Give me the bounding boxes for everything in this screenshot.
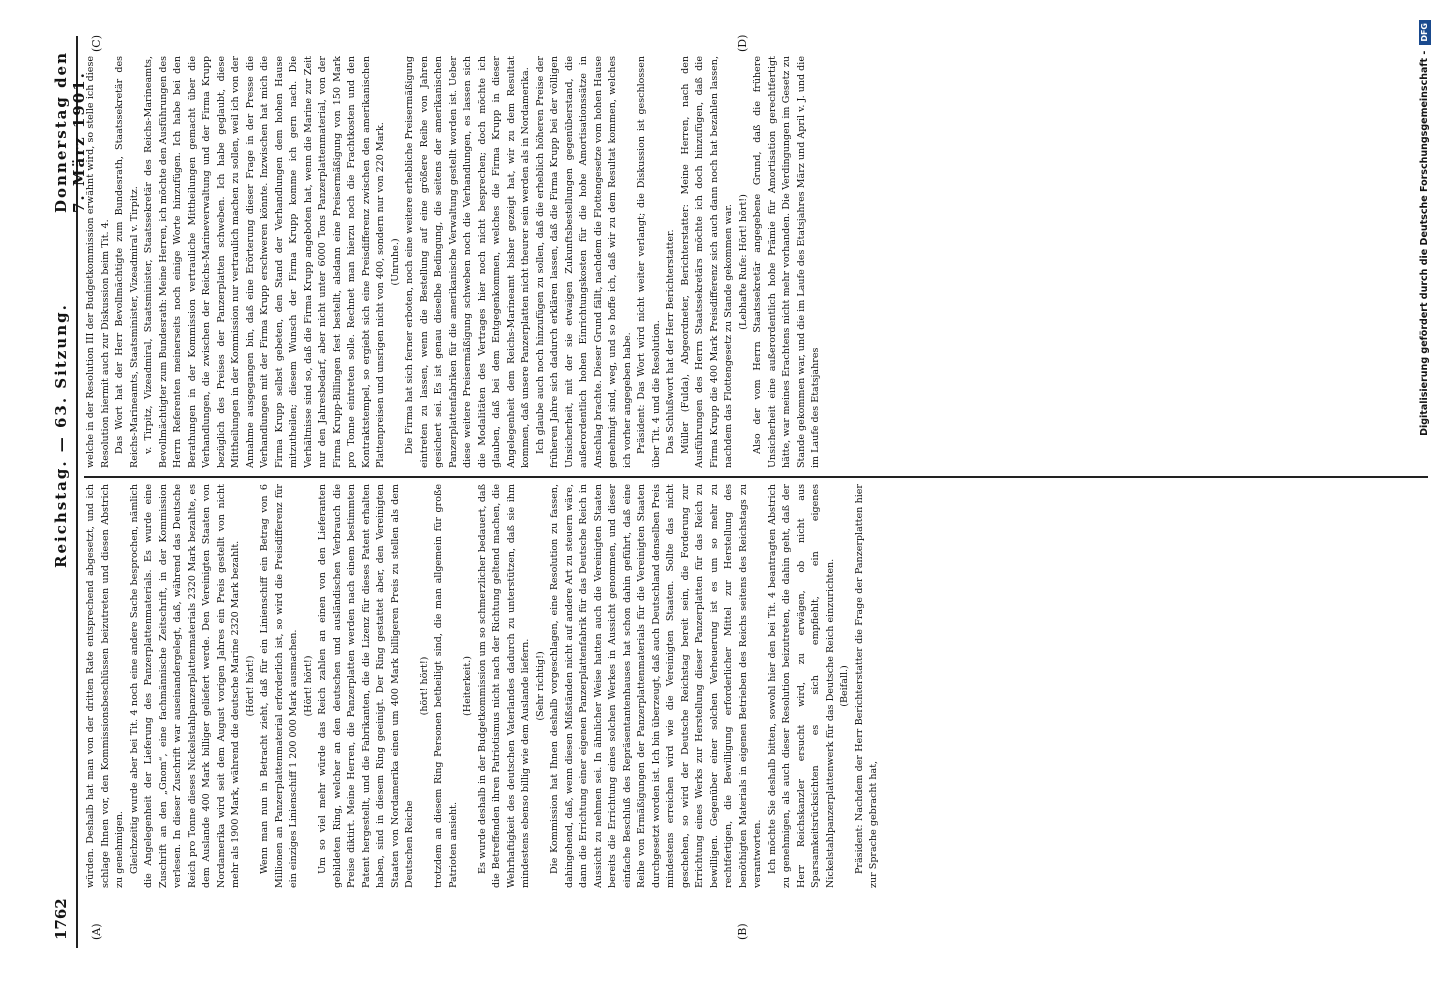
running-header <box>48 36 88 948</box>
paragraph: Um so viel mehr würde das Reich zahlen an einen von den Lieferanten gebildeten Ring, welcher an den deutschen und ausländischen Verbrauch die Preise diktirt. Meine Herren, die Panzerplatten werden nach einem bestimmten Patent hergestellt, und die Fabrikanten, die die Lizenz für dieses Patent erhalten haben, sind in diesem Ring geeinigt. Der Ring gestattet aber, den Vereinigten Staaten von Nordamerika einen um 400 Mark billigeren Preis zu stellen als dem Deutschen Reiche <box>317 484 415 888</box>
interjection: (Beifall.) <box>839 665 850 707</box>
paragraph: Die Kommission hat Ihnen deshalb vorgeschlagen, eine Resolution zu fassen, dahingehend, daß, wenn diesen Mißständen nicht auf andere Art zu steuern wäre, dann die Errichtung einer eigenen Panzerplattenfabrik für das Deutsche Reich in Aussicht zu nehmen sei. In ähnlicher Weise hatten auch die Vereinigten Staaten bereits die Errichtung eines solchen Werkes in Aussicht genommen, und dieser einfache Beschluß des Repräsentantenhauses hat schon dahin geführt, daß eine Reihe von Ermäßigungen der Panzerplattenmaterials für die Vereinigten Staaten durchgesetzt worden ist. Ich bin überzeugt, daß auch Deutschland denselben Preis mindestens erreichen wird wie die Vereinigten Staaten. Sollte das nicht geschehen, so wird der Deutsche Reichstag bereit sein, die Forderung zur Errichtung eines Werks zur Herstellung dieser Panzerplatten für das Reich zu bewilligen. Gegenüber einer solchen Verheuerung ist es um so mehr zu rechtfertigen, die Bewilligung erforderlicher Mittel zur Herstellung des benöthigten Materials in eigenen Betrieben des Reichs seitens des Reichstags zu verantworten. <box>549 484 763 888</box>
right-text-column <box>84 56 1428 468</box>
paragraph: Es wurde deshalb in der Budgetkommission um so schmerzlicher bedauert, daß die Betreffenden ihren Patriotismus nicht nach der Richtung geltend machen, die Wehrhaftigkeit des deutschen Vaterlandes dadurch zu unterstützen, daß sie ihm mindestens ebenso billig wie dem Auslande liefern. <box>476 484 531 888</box>
paragraph: Müller (Fulda), Abgeordneter, Berichterstatter: Meine Herren, nach den Ausführungen des Herrn Staatssekretärs möchte ich doch hinzufügen, daß die Firma Krupp die 400 Mark Preisdifferenz sich auch dann noch hat bezahlen lassen, nachdem das Flottengesetz zu Stande gekommen war. <box>679 56 734 468</box>
interjection: (Heiterkeit.) <box>462 656 473 716</box>
interjection: (Lebhafte Rufe: Hört! hört!) <box>737 194 749 330</box>
header-right-title: Donnerstag den 7. März 1901. <box>52 50 88 213</box>
interjection: (hört! hört!) <box>418 656 430 716</box>
paragraph: Ich glaube auch noch hinzufügen zu sollen, daß die erheblich höheren Preise der früheren Jahre sich dadurch erklären lassen, daß die Firma Krupp bei der völligen Unsicherheit, mit der sie etwaigen Zukunftsbestellungen gegenüberstand, die außerordentlich hohen Einrichtungskosten für die hohe Amortisationssätze in Anschlag brachte. Dieser Grund fällt, nachdem die Flottengesetze vom hohen Hause genehmigt sind, weg, und so hoffe ich, daß wir zu dem Resultat kommen, welches ich vorher angegeben habe. <box>534 56 633 468</box>
paragraph: Ich möchte Sie deshalb bitten, sowohl hier den bei Tit. 4 beantragten Abstrich zu genehmigen, als auch dieser Resolution beizutreten, die dahin geht, daß der Herr Reichskanzler ersucht wird, zu erwägen, ob nicht aus Sparsamkeitsrücksichten es sich empfiehlt, ein eigenes Nickelstahlpanzerplattenwerk für das Deutsche Reich einzurichten. <box>766 484 836 888</box>
margin-mark-c: (C) <box>90 35 103 52</box>
interjection: (Hört! hört!) <box>244 655 256 717</box>
paragraph: Präsident: Nachdem der Herr Berichterstatter die Frage der Panzerplatten hier zur Sprache gebracht hat, <box>853 484 879 888</box>
paragraph: würden. Deshalb hat man von der dritten Rate entsprechend abgesetzt, und ich schlage Ihnen vor, den Kommissionsbeschlüssen beizutreten und diesen Abstrich zu genehmigen. <box>85 484 125 888</box>
paragraph: Das Schlußwort hat der Herr Berichterstatter. <box>665 229 676 454</box>
paragraph: Wenn man nun in Betracht zieht, daß für ein Linienschiff ein Betrag von 6 Millionen an Panzerplattenmaterial erforderlich ist, so wird die Preisdifferenz für ein einziges Linienschiff 1 200 000 Mark ausmachen. <box>259 484 299 888</box>
column-divider <box>84 476 1428 478</box>
paragraph: Die Firma hat sich ferner erboten, noch eine weitere erhebliche Preisermäßigung eintreten zu lassen, wenn die Bestellung auf eine größere Reihe von Jahren gesichert sei. Es ist genau dieselbe Bedingung, die seitens der amerikanischen Panzerplattenfabriken für die amerikanische Verwaltung gestellt worden ist. Ueber diese weitere Preisermäßigung schweben noch die Verhandlungen, es lassen sich die Modalitäten des Vertrages hier noch nicht besprechen; doch möchte ich glauben, daß bei dem Entgegenkommen, welches die Firma Krupp in dieser Angelegenheit dem Reichs-Marineamt bisher gezeigt hat, wir zu dem Resultat kommen, daß unsere Panzerplatten nicht theurer sein werden als in Nordamerika. <box>404 56 531 468</box>
paragraph: Also der vom Herrn Staatssekretär angegebene Grund, daß die frühere Unsicherheit eine außerordentlich hohe Prämie für Amortisation gerechtfertigt hätte, war meines Erachtens nicht mehr vorhanden. Die Verdingungen im Gesetz zu Stande gekommen war, und die im Laufe des Etatsjahres März und April v. J. und die im Laufe des Etatsjahres <box>752 56 821 468</box>
paragraph: Präsident: Das Wort wird nicht weiter verlangt; die Diskussion ist geschlossen über Tit. 4 und die Resolution. <box>636 56 662 468</box>
margin-mark-a: (A) <box>90 923 103 940</box>
left-text-column <box>84 484 1428 888</box>
interjection: (Sehr richtig!) <box>534 651 546 721</box>
paragraph: v. Tirpitz, Vizeadmiral, Staatsminister, Staatssekretär des Reichs-Marineamts, Bevollmächtigter zum Bundesrath: Meine Herren, ich möchte den Ausführungen des Herrn Referenten meinerseits noch einige Worte hinzufügen. Ich habe bei den Berathungen in der Kommission vertrauliche Mittheilungen gemacht über die Verhandlungen, die zwischen der Reichs-Marineverwaltung und der Firma Krupp bezüglich des Preises der Panzerplatten schweben. Ich habe geglaubt, diese Mittheilungen in der Kommission nur vertraulich machen zu sollen, weil ich von der Annahme ausgegangen bin, daß eine Erörterung dieser Frage in der Presse die Verhandlungen mit der Firma Krupp erschweren könnte. Inzwischen hat mich die Firma Krupp selbst gebeten, den Stand der Verhandlungen dem hohen Hause mitzutheilen; diesem Wunsch der Firma Krupp komme ich gern nach. Die Verhältnisse sind so, daß die Firma Krupp angeboten hat, wenn die Marine zur Zeit nur den Jahresbedarf, aber nicht unter 6000 Tons Panzerplattenmaterial, von der Firma Krupp-Billingen fest bestellt, alsdann eine Preisermäßigung von 150 Mark pro Tonne eintreten solle. Rechnet man hierzu noch die Frachtkosten und den Kontraktstempel, so ergiebt sich eine Preisdifferenz zwischen den amerikanischen Plattenpreisen und unsrigen nicht von 400, sondern nur von 220 Mark. <box>143 56 386 468</box>
paragraph: welche in der Resolution III der Budgetkommission erwähnt wird, so stelle ich diese Resolution hiermit auch zur Diskussion beim Tit. 4. <box>85 56 111 468</box>
header-left-title: Reichstag. — 63. Sitzung. <box>52 303 70 568</box>
credit-text: Digitalisierung gefördert durch die Deutsche Forschungsgemeinschaft - <box>1419 50 1430 436</box>
margin-mark-b: (B) <box>736 923 749 940</box>
paragraph: trotzdem an diesem Ring Personen betheiligt sind, die man allgemein für große Patrioten ansieht. <box>433 484 459 888</box>
paragraph: Das Wort hat der Herr Bevollmächtigte zum Bundesrath, Staatssekretär des Reichs-Marineamts, Staatsminister, Vizeadmiral v. Tirpitz. <box>114 56 140 468</box>
interjection: (Hört! hört!) <box>302 655 314 717</box>
dfg-logo: DFG <box>1419 20 1431 45</box>
digitization-credit <box>1418 20 1432 980</box>
page-number: 1762 <box>52 898 70 940</box>
margin-mark-d: (D) <box>736 34 749 52</box>
interjection: (Unruhe.) <box>389 238 401 286</box>
paragraph: Gleichzeitig wurde aber bei Tit. 4 noch eine andere Sache besprochen, nämlich die Angelegenheit der Lieferung des Panzerplattenmaterials. Es wurde eine Zuschrift an den „Gnom“, eine fachmännische Zeitschrift, in der Kommission verlesen. In dieser Zuschrift war auseinandergelegt, daß, während das Deutsche Reich pro Tonne dieses Nickelstahlpanzerplattenmaterials 2320 Mark bezahlte, es dem Auslande 400 Mark billiger geliefert werde. Den Vereinigten Staaten von Nordamerika wird seit dem August vorigen Jahres ein Preis gestellt von nicht mehr als 1900 Mark, während die deutsche Marine 2320 Mark bezahlt. <box>128 484 241 888</box>
